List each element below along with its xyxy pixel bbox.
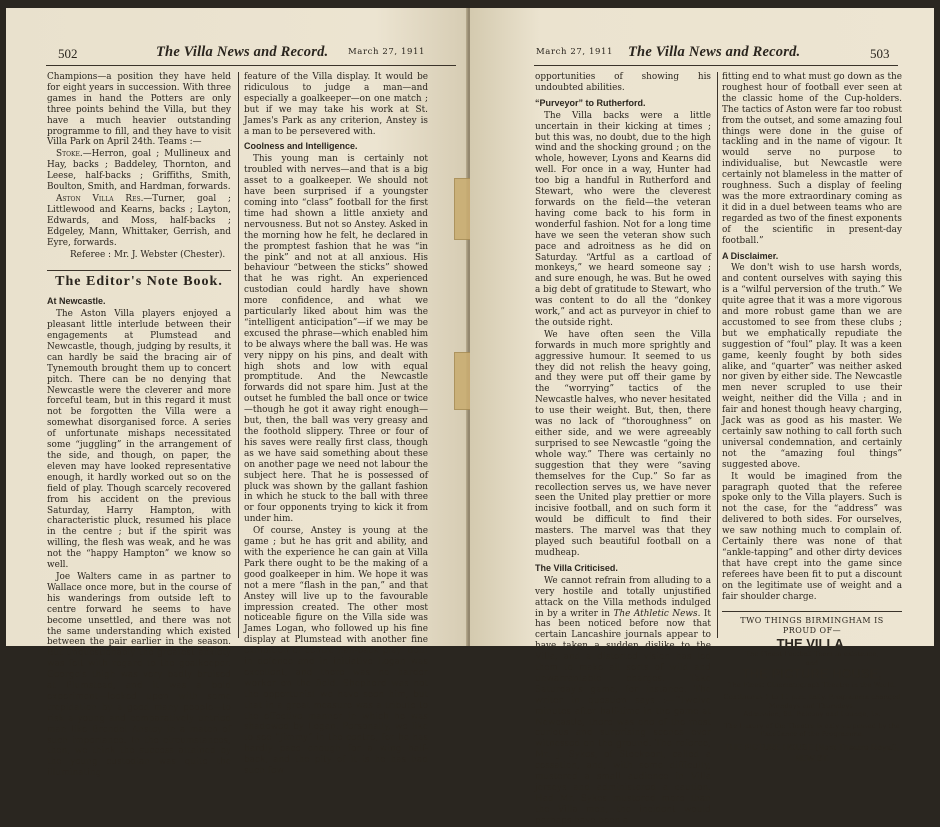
left-column-1 [47,72,232,779]
advert-address: THE PICTURE HOUSE (Next Theatre Royal), NEW ST. [724,741,900,763]
left-header-rule [46,65,456,66]
subhead-coolness-and-intelligence: Coolness and Intelligence. [244,141,358,152]
left-header-title: The Villa News and Record. [156,44,329,60]
paragraph: Joe Walters came in as partner to Wallace once more, but in the course of his wanderings from outside left to centre forward he seems to have become unsettled, and there was not the same understanding which existed between the pair earlier in the season. But unquestionably the greatest anxiety was felt with regard to the goalkeeper. George's thigh was very badly bruised at Plumstead, and it was a bold experiment—looked upon with some trepidation by a good many people—to risk a young and comparatively untried man like Brendel Anstey in a match of such importance. In the circumstances, then, we think the success attained by the young custodian was quite the illuminating [47,571,231,779]
advert-intro: TWO THINGS BIRMINGHAM IS PROUD OF— [740,615,884,636]
subhead-a-disclaimer: A Disclaimer. [722,250,779,261]
left-page-number: 502 [58,46,78,61]
subhead-purveyor-to-rutherford: “Purveyor” to Rutherford. [535,97,646,108]
paragraph: opportunities of showing his undoubted abilities. [535,72,711,93]
paragraph: We have often seen the Villa forwards in much more sprightly and aggressive humour. It seemed to us they did not relish the heavy going, and they were put off their game by the “worrying” tactics of the Newcastle halves, who never hesitated to use their weight. But, then, there was no lack of “thoroughness” on either side, and we were agreeably surprised to see Newcastle “going the whole way.” There was certainly no suggestion that they were “saving themselves for the Cup.” So far as recollection serves us, we have never seen the United play prettier or more incisive football, and on such form it would be difficult to find their masters. The marvel was that they played such beautiful football on a mudheap. [535,329,711,558]
referee-line: Referee : Mr. J. Webster (Chester). [70,249,226,260]
right-header-date: March 27, 1911 [536,47,614,57]
left-page [6,8,468,779]
advert-picture-house: THE PICTURE HOUSE, [741,667,883,682]
advert-luxury: The Luxury of the Theatre is only surpassed by the Excellence of the Programme. [724,721,900,739]
paragraph: The Villa backs were a little uncertain in their kicking at times ; but this was, no doubt, due to the high wind and the shocking ground ; on the whole, however, Lyons and Kearns did well. For once in a way, Hunter had too big a handful in Rutherford and Stewart, who were the cleverest forwards on the field—the veteran having come back to his form in wonderful fashion. Not for a long time have we seen the veteran show such pace and adroitness as he did on Saturday. “Artful as a cartload of monkeys,” we heard someone say ; and sure enough, he was. But he owed a big debt of gratitude to Stewart, who was content to do all the “donkey work,” and act as purveyor in chief to the outside right. [535,110,711,328]
teams-villa [47,194,231,249]
right-page-number: 503 [870,46,890,61]
advert-ph-sub: The Finest Cinematograph Theatre in the World. [727,681,897,690]
paragraph: fitting end to what must go down as the roughest hour of football ever seen at the classic home of the Cup-holders. The tactics of Aston were far too robust from the outset, and some amazing foul things were done in the guise of tackling and in the name of vigour. It would serve no purpose to individualise, but Newcastle were certainly not blameless in the matter of roughness. Such a display of feeling was the more extraordinary coming as it did in a duel between teams who are regarded as two of the finest exponents of the scientific in present-day football.” [722,72,902,246]
paragraph: This young man is certainly not troubled with nerves—and that is a big asset to a goalkeeper. We should not have been surprised if a youngster coming into “class” football for the first time had shown a little anxiety and nervousness. But not so Anstey. Asked in the morning how he felt, he declared in the promptest fashion that he was “in the pink” and not at all anxious. His behaviour “between the sticks” showed that he was right. An experienced custodian could hardly have shown more confidence, and what we particularly liked about him was the “intelligent anticipation”—if we may be excused the phrase—which enabled him to be always where the ball was. He was very nippy on his pins, and dealt with high shots and low with equal promptitude. And the Newcastle forwards did not spare him. Just at the outset he fumbled the ball once or twice—though he got it away right enough—but, then, the ball was very greasy and the foothold slippery. Three or four of his saves were really first class, though as we have said something about these on another page we need not labour the subject here. That he is possessed of pluck was shown by the gallant fashion in which he stuck to the ball with three or four opponents trying to kick it from under him. [244,154,428,525]
team-text: .—Turner, goal ; Littlewood and Kearns, backs ; Layton, Edwards, and Moss, half-backs ; Edgeley, Mann, Whittaker, Gerrish, and Eyre, forwards. [47,193,232,248]
text-run: . It has been noticed before now that certain Lancashire journals appear to have taken a sudden dislike to the Villa, and a distorted vision has led them to make all sorts of wild and unwarrantable charges. Take Saturday's game, for instance. The writer in question says :—“Twelve minutes after half-time in the game at Newcastle, there was one of the most curious and surprising scenes ever witnessed on the ground. The referee, Mr. J. Sykes, of Stockport, called a cessation, and, with some difficulty, mustered a small audience in Villa jerseys and administered a caution. Had Mr. Sykes mustered more than the Villa men, the incident would perhaps have been a [535,608,711,826]
right-header-title: The Villa News and Record. [628,44,801,60]
left-header-date: March 27, 1911 [348,47,426,57]
paragraph: The Aston Villa players enjoyed a pleasant little interlude between their engagements at Plumstead and Newcastle, though, judging by results, it can hardly be said the bracing air of Tynemouth brought them up to concert pitch. There can be no denying that Newcastle were the cleverer and more forceful team, but in this regard it must not be forgotten the Villa were a somewhat disorganised force. A series of unfortunate mishaps necessitated some “juggling” in the arrangement of the side, and though, on paper, the eleven may have looked representative enough, it hardly worked out so on the field of play. Though scarcely recovered from his accident on the previous Saturday, Harry Hampton, with characteristic pluck, resumed his place in the centre ; but if the spirit was willing, the flesh was weak, and he was not the “happy Hampton” we know so well. [47,309,231,571]
left-running-header [6,44,468,64]
teams-stoke [47,149,231,193]
subhead-at-newcastle: At Newcastle. [47,296,106,307]
right-column-2 [722,72,902,763]
advert-prices: Admission, 6d. Balcony and Lounge, 1s. [743,710,881,719]
paragraph: feature of the Villa display. It would be ridiculous to judge a man—and especially a goalkeeper—on one match ; but if we may take his work at St. James's Park as any criterion, Anstey is a man to be persevered with. [244,72,428,137]
advert-villa-sub: The Finest Football Team in existence, [745,650,879,659]
paragraph: It would be imagined from the paragraph quoted that the referee spoke only to the Villa players. Such is not the case, for the “address” was delivered to both sides. For ourselves, we saw nothing much to complain of. Certainly there was none of that “ankle-tapping” and other dirty devices that have crept into the game since referees have been fit to put a discount on the legitimate use of weight and a fair shoulder charge. [722,471,902,602]
paragraph: Of course, Anstey is young at the game ; but he has grit and ability, and with the experience he can gain at Villa Park there ought to be the making of a good goalkeeper in him. We hope it was not a mere “flash in the pan,” and that Anstey will live up to the favourable impression created. The other most noticeable figure on the Villa side was James Logan, who followed up his fine display at Plumstead with another fine exhibition of centre half-back play. Both in defence and in initiative Logan was excellent, and there was no harder worker on the field. Shepherd was not the opportunist we have seen him, but that in a great measure was a tribute to the effective manner in which he was shadowed by Logan. Personally, we like to see “Jimmy” in the centre, for he has hardly pace enough for a wing half-back, and the pity of it is he has had such few [244,526,428,777]
right-column-1 [535,72,711,826]
magazine-spread [6,8,934,826]
advert-and: and [805,658,819,667]
section-title-editors-note-book: The Editor's Note Book. [47,270,231,288]
team-label: Stoke [56,149,80,160]
text-run: We cannot refrain from alluding to a very hostile and totally unjustified attack on the Villa methods indulged in by a writer in [535,575,711,619]
advert-times: Continuous 1 to 11 p.m. daily. Programme changed Mondays and Thursdays. [723,692,901,710]
advert-villa: THE VILLA, [776,636,848,652]
publication-name: The Athletic News [613,608,698,619]
column-divider [717,72,718,638]
left-column-2 [244,72,428,777]
team-label: Aston Villa Res [56,193,141,204]
paragraph [535,576,711,827]
paragraph: We don't wish to use harsh words, and content ourselves with saying this is a “wilful perversion of the truth.” We quite agree that it was a more vigorous and more robust game than we are accustomed to see from these clubs ; but we emphatically repudiate the suggestion of “foul” play. It was a keen game, keenly fought by both sides alike, and “quarter” was neither asked nor given by either side. The Newcastle men never scrupled to use their weight, neither did the Villa ; and in fair and honest though heavy charging, Jack was as good as his master. We certainly saw nothing to call forth such universal condemnation, and certainly not the “amazing foul things” suggested above. [722,263,902,470]
column-divider [238,72,239,638]
team-text: .—Herron, goal ; Mullineux and Hay, backs ; Baddeley, Thornton, and Leese, half-backs ; Griffiths, Smith, Boulton, Smith, and Hardman, forwards. [47,149,231,193]
paragraph: Champions—a position they have held for eight years in succession. With three games in hand the Potters are only three points behind the Villa, but they have a much heavier outstanding programme to fill, and they have to visit Villa Park on April 24th. Teams :— [47,72,231,148]
right-header-rule [534,65,898,66]
picture-house-advert [722,611,902,764]
subhead-the-villa-criticised: The Villa Criticised. [535,562,618,573]
right-running-header [470,44,934,64]
right-page [470,8,934,826]
